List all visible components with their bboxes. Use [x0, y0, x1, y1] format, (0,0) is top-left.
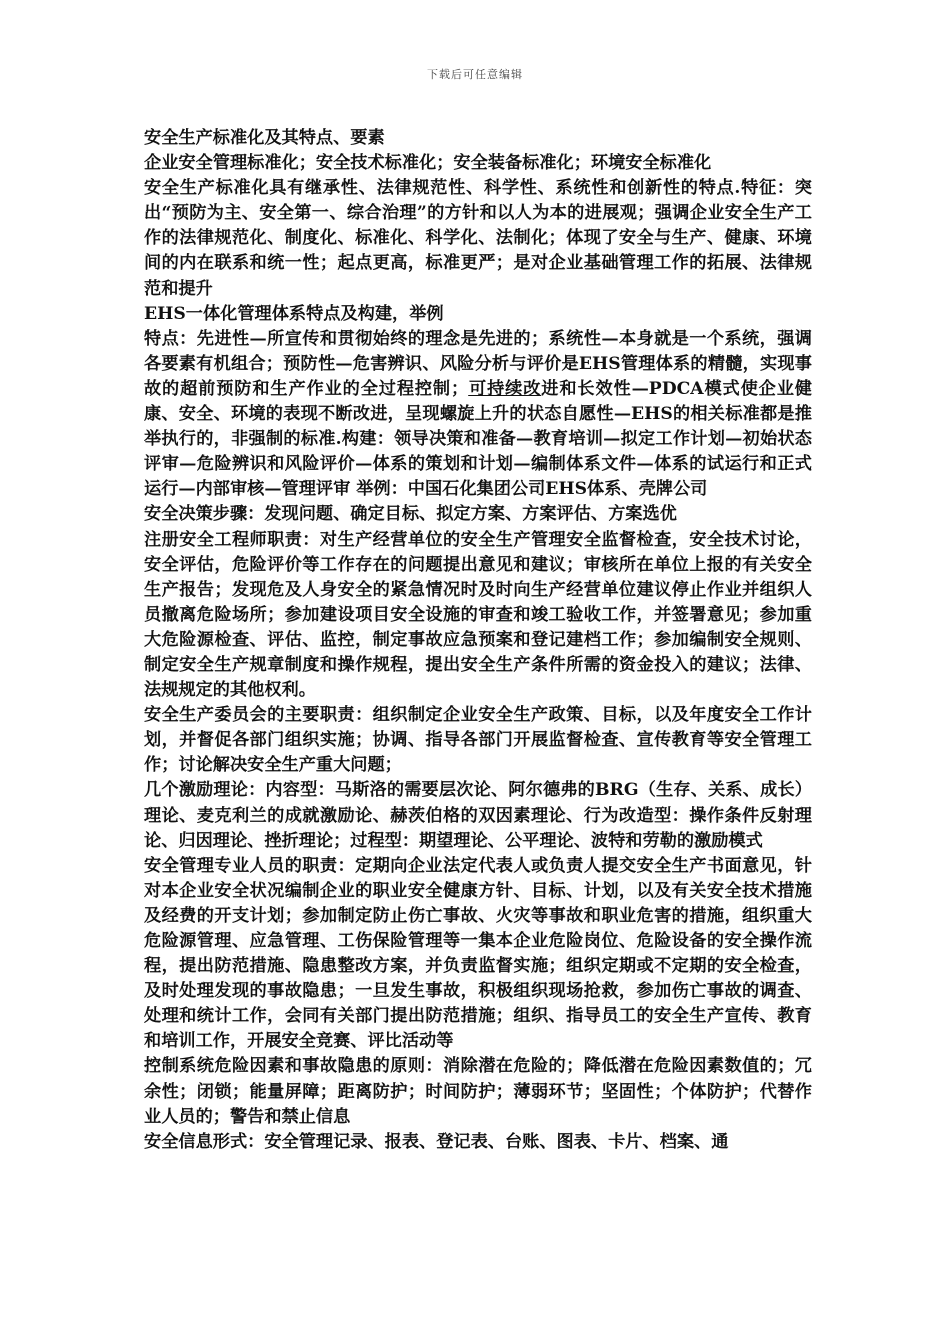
document-body: [144, 126, 812, 1155]
paragraph-motivation-theories: 几个激励理论：内容型：马斯洛的需要层次论、阿尔德弗的BRG（生存、关系、成长）理论、麦克利兰的成就激励论、赫茨伯格的双因素理论、行为改造型：操作条件反射理论、归因理论、挫折理论；过程型：期望理论、公平理论、波特和劳勒的激励模式: [144, 780, 812, 851]
paragraph-safety-decision-steps: 安全决策步骤：发现问题、确定目标、拟定方案、方案评估、方案选优: [144, 504, 677, 525]
heading-ehs: EHS一体化管理体系特点及构建，举例: [144, 303, 444, 324]
paragraph-safety-staff-duties: 安全管理专业人员的职责：定期向企业法定代表人或负责人提交安全生产书面意见，针对本企业安全状况编制企业的职业安全健康方针、目标、计划，以及有关安全技术措施及经费的开支计划；参加制定防止伤亡事故、火灾等事故和职业危害的措施，组织重大危险源管理、应急管理、工伤保险管理等一集本企业危险岗位、危险设备的安全操作流程，提出防范措施、隐患整改方案，并负责监督实施；组织定期或不定期的安全检查，及时处理发现的事故隐患；一旦发生事故，积极组织现场抢救，参加伤亡事故的调查、处理和统计工作，会同有关部门提出防范措施；组织、指导员工的安全生产宣传、教育和培训工作，开展安全竞赛、评比活动等: [144, 855, 812, 1052]
paragraph-ehs-features: [144, 327, 812, 503]
paragraph-standardization-elements: 企业安全管理标准化；安全技术标准化；安全装备标准化；环境安全标准化: [144, 153, 712, 174]
page-header-note: 下载后可任意编辑: [427, 68, 523, 81]
paragraph-safety-engineer-duties: 注册安全工程师职责：对生产经营单位的安全生产管理安全监督检查，安全技术讨论，安全评估，危险评价等工作存在的问题提出意见和建议；审核所在单位上报的有关安全生产报告；发现危及人身安全的紧急情况时及时向生产经营单位建议停止作业并组织人员撤离危险场所；参加建设项目安全设施的审查和竣工验收工作，并签署意见；参加重大危险源检查、评估、监控，制定事故应急预案和登记建档工作；参加编制安全规则、制定安全生产规章制度和操作规程，提出安全生产条件所需的资金投入的建议；法律、法规规定的其他权利。: [144, 529, 812, 701]
ehs-features-text-b: 进和长效性—PDCA模式使企业健康、安全、环境的表现不断改进，呈现螺旋上升的状态自愿性—EHS的相关标准都是推举执行的，非强制的标准.构建：领导决策和准备—教育培训—拟定工作计划—初始状态评审—危险辨识和风险评价—体系的策划和计划—编制体系文件—体系的试运行和正式运行—内部审核—管理评审 举例：中国石化集团公司EHS体系、壳牌公司: [144, 378, 812, 500]
paragraph-hazard-control-principles: 控制系统危险因素和事故隐患的原则：消除潜在危险的；降低潜在危险因素数值的；冗余性；闭锁；能量屏障；距离防护；时间防护；薄弱环节；坚固性；个体防护；代替作业人员的；警告和禁止信息: [144, 1056, 812, 1127]
ehs-underlined-term: 可持续改: [468, 378, 542, 399]
paragraph-safety-information-forms: 安全信息形式：安全管理记录、报表、登记表、台账、图表、卡片、档案、通: [144, 1131, 729, 1152]
heading-standardization: 安全生产标准化及其特点、要素: [144, 128, 385, 148]
paragraph-safety-committee-duties: 安全生产委员会的主要职责：组织制定企业安全生产政策、目标，以及年度安全工作计划，并督促各部门组织实施；协调、指导各部门开展监督检查、宣传教育等安全管理工作；讨论解决安全生产重大问题；: [144, 705, 812, 776]
paragraph-standardization-features: 安全生产标准化具有继承性、法律规范性、科学性、系统性和创新性的特点.特征：突出“预防为主、安全第一、综合治理”的方针和以人为本的进展观；强调企业安全生产工作的法律规范化、制度化、标准化、科学化、法制化；体现了安全与生产、健康、环境间的内在联系和统一性；起点更高，标准更严；是对企业基础管理工作的拓展、法律规范和提升: [144, 178, 812, 299]
ehs-features-text-a: 特点：先进性—所宣传和贯彻始终的理念是先进的；系统性—本身就是一个系统，强调各要素有机组合；预防性—危害辨识、风险分析与评价是EHS管理体系的精髓，实现事故的超前预防和生产作业的全过程控制；: [144, 328, 812, 399]
